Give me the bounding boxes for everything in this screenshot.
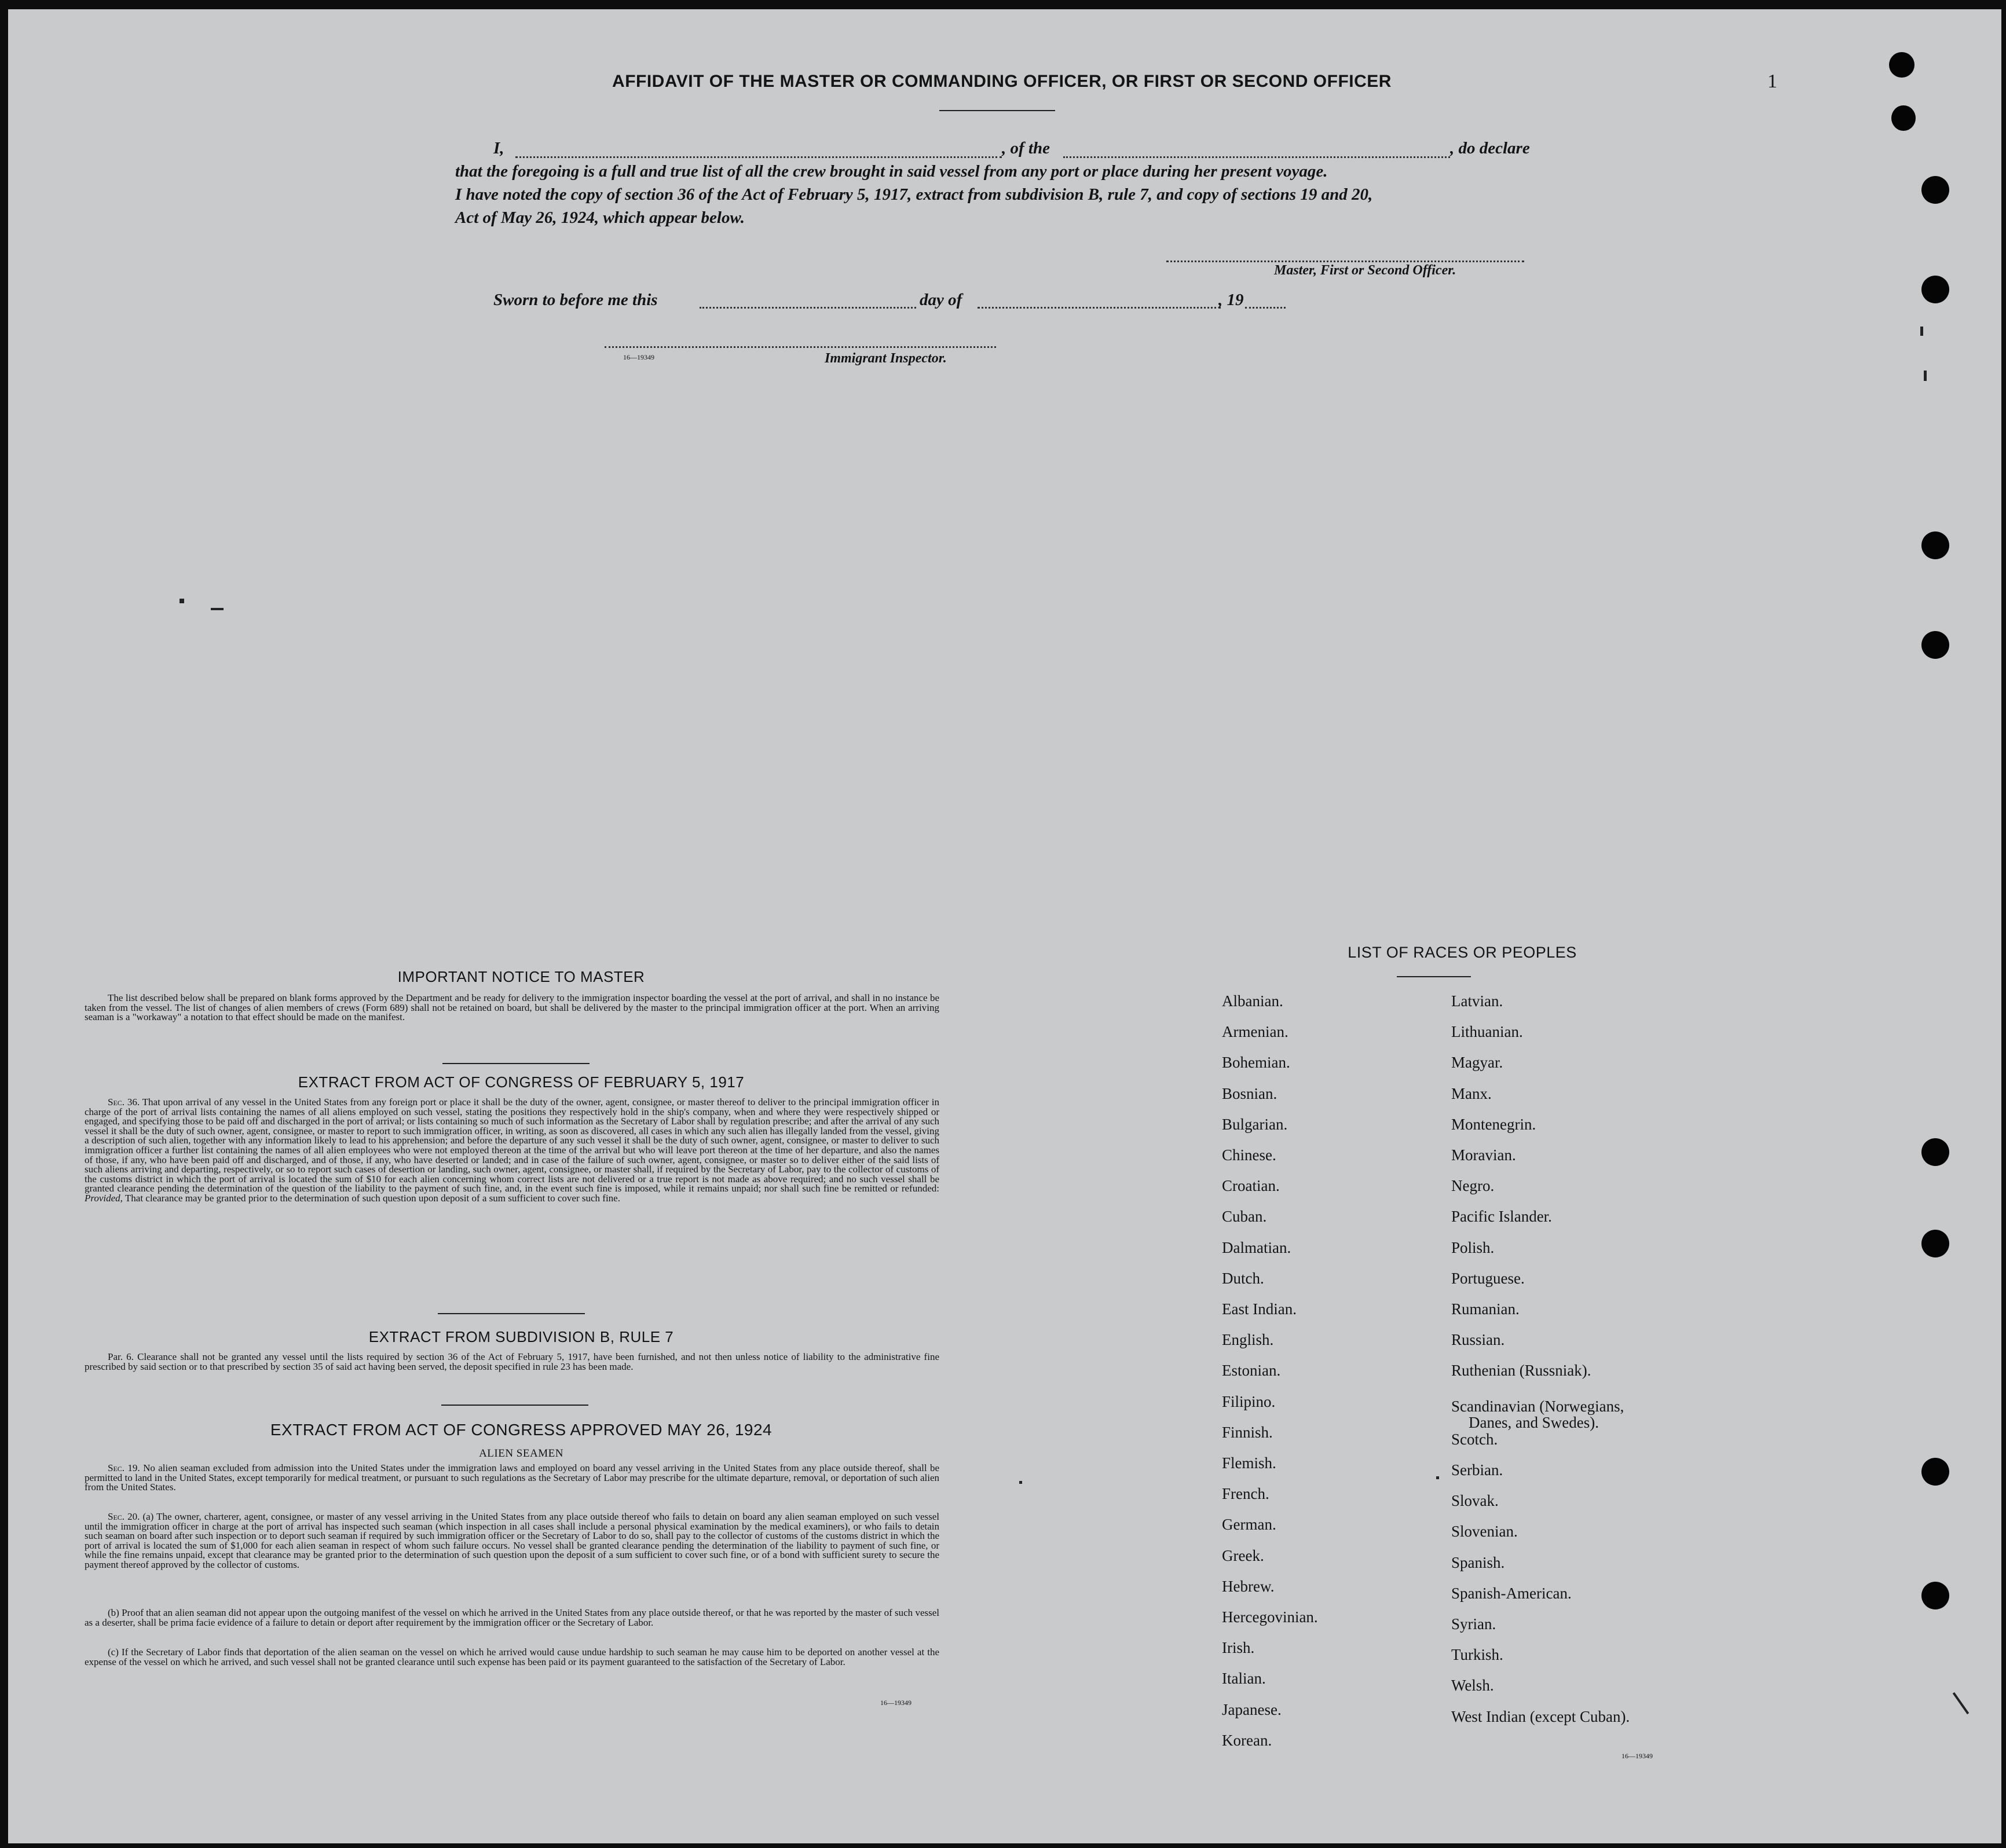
race-item: Flemish. [1222,1454,1276,1472]
declaration-declare: , do declare [1450,139,1530,157]
name-blank[interactable] [515,156,1002,158]
year-label: , 19 [1218,291,1244,309]
punch-hole [1921,1230,1949,1257]
race-item: Greek. [1222,1546,1264,1564]
section-36-body: That upon arrival of any vessel in the United States from any foreign port or place it shall be the duty of the owner, agent, consignee, or master thereof to deliver to the principal immigration officer in charge of the port of arrival lists containing the names of all aliens employed on such vessel, stating the positions they respectively hold in the ship's company, when and where they were respectively shipped or engaged, and specifying those to be paid off and discharged in the port of arrival; or lists containing so much of such information as the Secretary of Labor shall by regulation prescribe; and after the arrival of any such vessel it shall be the duty of such owner, agent, consignee, or master to report to such immigration officer, in writing, as soon as discovered, all cases in which any such alien has illegally landed from the vessel, giving a description of such alien, together with any information likely to lead to his apprehension; and before the departure of any such vessel it shall be the duty of such owner, agent, consignee, or master to deliver to such immigration officer a further list containing the names of all alien employees who were not employed thereon at the time of the arrival but who will leave port thereon at the time of her departure, and also the names of those, if any, who have been paid off and discharged, and of those, if any, who have deserted or landed; and in case of the failure of such owner, agent, consignee, or master so to deliver either of the said lists of such aliens arriving and departing, respectively, or so to report such cases of desertion or landing, such owner, agent, consignee, or master shall, if required by the Secretary of Labor, pay to the collector of customs of the customs district in which the port of arrival is located the sum of $10 for each alien concerning whom correct lists are not delivered or a true report is not made as above required; and no such vessel shall be granted clearance pending the determination of the question of the liability to the payment of such fine, and, in the event such fine is imposed, while it remains unpaid; nor shall such fine be remitted or refunded: [85,1097,939,1194]
race-item: Polish. [1451,1238,1495,1256]
corner-mark: 1 [1767,71,1777,92]
declaration-line-2: that the foregoing is a full and true list of all the crew brought in said vessel from any port or place during her present voyage. [455,162,1328,181]
race-item: Hebrew. [1222,1577,1275,1595]
race-item: Chinese. [1222,1146,1276,1164]
notice-title: IMPORTANT NOTICE TO MASTER [397,968,645,985]
race-item: Croatian. [1222,1177,1280,1195]
scan-border-right [2001,0,2006,1848]
section-19-body: No alien seaman excluded from admission into the United States under the immigration laws and employed on board any vessel arriving in the United States from any place outside thereof, shall be permitted to land in the United States, except temporarily for medical treatment, or pursuant to such regulations as the Secretary of Labor may prescribe for the ultimate departure, removal, or deportation of such alien from the United States. [85,1462,939,1493]
section-36-label: Sec. 36. [108,1097,140,1108]
race-item: Russian. [1451,1331,1505,1349]
punch-hole [1921,1458,1949,1486]
race-item: Bohemian. [1222,1054,1290,1072]
race-item: Manx. [1451,1084,1492,1102]
races-form-number: 16—19349 [1621,1752,1653,1760]
race-item: Irish. [1222,1639,1255,1657]
declaration-line-3: I have noted the copy of section 36 of the Act of February 5, 1917, extract from subdivision B, rule 7, and copy of sections 19 and 20, [455,185,1373,204]
race-item: Armenian. [1222,1023,1288,1041]
race-item: Moravian. [1451,1146,1516,1164]
scan-border-bottom [0,1843,2006,1848]
race-item: Cuban. [1222,1208,1267,1226]
extract-1917-text [85,1098,939,1204]
race-item: Spanish. [1451,1553,1505,1571]
scan-speck [1019,1481,1022,1484]
race-item: Finnish. [1222,1423,1273,1441]
notice-body: The list described below shall be prepared on blank forms approved by the Department and be ready for delivery to the immigration inspector boarding the vessel at the port of arrival, and shall in no instance be taken from the vessel. The list of changes of alien members of crews (Form 689) shall not be retained on board, but shall be delivered by the master to the principal immigration officer at the port. When an arriving seaman is a "workaway" a notation to that effect should be made on the manifest. [85,992,939,1023]
day-of-label: day of [920,291,962,309]
punch-hole [1921,276,1949,303]
race-item: Danes, and Swedes). [1469,1413,1599,1431]
proviso-label: Provided, [85,1192,123,1204]
race-item: Spanish-American. [1451,1584,1572,1602]
inspector-caption: Immigrant Inspector. [825,351,947,366]
declaration-line-4: Act of May 26, 1924, which appear below. [455,208,745,227]
affidavit-title: AFFIDAVIT OF THE MASTER OR COMMANDING OFFICER, OR FIRST OR SECOND OFFICER [612,72,1392,91]
race-item: Slovak. [1451,1492,1499,1510]
race-item: Slovenian. [1451,1523,1518,1541]
month-blank[interactable] [978,307,1221,309]
race-item: Portuguese. [1451,1269,1525,1287]
race-item: Bulgarian. [1222,1115,1288,1133]
rule7-body: Par. 6. Clearance shall not be granted any vessel until the lists required by section 36 of the Act of February 5, 1917, have been furnished, and not then unless notice of liability to the administrative fine prescribed by said section or to that prescribed by section 35 of said act having been served, the deposit specified in rule 23 has been made. [85,1351,939,1372]
race-item: Estonian. [1222,1362,1281,1380]
extract-1924-sec19 [85,1464,939,1493]
master-caption: Master, First or Second Officer. [1274,263,1456,278]
race-item: Turkish. [1451,1646,1503,1664]
extract-1924-sec20c [85,1648,939,1667]
extract-1924-sec20b [85,1608,939,1627]
extract-1924-sec20a [85,1512,939,1570]
scan-speck [180,599,184,603]
year-blank[interactable] [1245,307,1286,309]
race-item: Montenegrin. [1451,1115,1536,1133]
punch-hole [1921,631,1949,659]
inspector-signature-line[interactable] [605,346,996,348]
scan-speck [1920,327,1923,336]
punch-hole [1921,531,1949,559]
race-item: Magyar. [1451,1054,1503,1072]
race-item: Japanese. [1222,1700,1282,1718]
extract-1917-title: EXTRACT FROM ACT OF CONGRESS OF FEBRUARY 5, 1917 [298,1073,745,1091]
race-item: Filipino. [1222,1392,1276,1410]
punch-hole [1921,176,1949,204]
sworn-label: Sworn to before me this [493,291,658,309]
section-20c-body: (c) If the Secretary of Labor finds that deportation of the alien seaman on the vessel on which he arrived would cause undue hardship to such seaman he may cause him to be deported on another vessel at the expense of the vessel on which he arrived, and such vessel shall not be granted clearance until such expense has been paid or its payment guaranteed to the satisfaction of the Secretary of Labor. [85,1647,939,1667]
races-title: LIST OF RACES OR PEOPLES [1348,944,1577,961]
race-item: Welsh. [1451,1677,1494,1695]
race-item: Scandinavian (Norwegians, [1451,1397,1624,1415]
race-item: Scotch. [1451,1430,1498,1448]
race-item: Latvian. [1451,992,1503,1010]
race-item: Rumanian. [1451,1300,1520,1318]
alien-seamen-subtitle: ALIEN SEAMEN [479,1447,563,1460]
race-item: Dalmatian. [1222,1238,1291,1256]
race-item: Pacific Islander. [1451,1208,1552,1226]
race-item: Ruthenian (Russniak). [1451,1362,1591,1380]
scan-speck [1953,1692,1970,1714]
races-title-underline [1397,976,1471,977]
extract-rule7-text [85,1352,939,1372]
divider [441,1405,588,1406]
affidavit-form-number: 16—19349 [623,353,654,361]
extract-1924-title: EXTRACT FROM ACT OF CONGRESS APPROVED MAY 26, 1924 [270,1421,773,1439]
scan-border-top [0,0,2006,9]
section-20-label: Sec. 20. [108,1511,140,1522]
divider [438,1313,585,1314]
divider [442,1063,590,1064]
proviso-body: That clearance may be granted prior to the determination of such question upon deposit of a sum sufficient to cover such fine. [125,1192,620,1204]
race-item: German. [1222,1516,1276,1534]
race-item: East Indian. [1222,1300,1297,1318]
vessel-blank[interactable] [1063,156,1450,158]
extract-form-number: 16—19349 [880,1699,912,1707]
punch-hole [1889,52,1915,78]
punch-hole [1921,1582,1949,1609]
extract-rule7-title: EXTRACT FROM SUBDIVISION B, RULE 7 [368,1328,674,1345]
title-underline [939,110,1055,111]
race-item: West Indian (except Cuban). [1451,1707,1630,1725]
declaration-i: I, [493,139,504,157]
race-item: Bosnian. [1222,1084,1277,1102]
race-item: Korean. [1222,1731,1272,1749]
scan-border-left [0,0,8,1848]
race-item: Dutch. [1222,1269,1264,1287]
declaration-of-the: , of the [1002,139,1050,157]
race-item: Negro. [1451,1177,1495,1195]
race-item: Syrian. [1451,1615,1496,1633]
race-item: Lithuanian. [1451,1023,1523,1041]
master-signature-line[interactable] [1166,261,1524,262]
punch-hole [1891,105,1916,131]
section-19-label: Sec. 19. [108,1462,140,1473]
race-item: Italian. [1222,1670,1266,1688]
race-item: English. [1222,1331,1274,1349]
race-item: French. [1222,1485,1269,1503]
notice-text [85,993,939,1022]
scan-speck [1436,1476,1439,1479]
section-20a-body: (a) The owner, charterer, agent, consignee, or master of any vessel arriving in the United States from any place outside thereof who fails to detain on board any alien seaman employed on such vessel until the immigration officer in charge at the port of arrival has inspected such seaman (which inspection in all cases shall include a personal physical examination by the medical examiners), or who fails to detain such seaman on board after such inspection or to deport such seaman if required by such immigration officer or the Secretary of Labor to do so, shall pay to the collector of customs of the customs district in which the port of arrival is located the sum of $1,000 for each alien seaman in respect of whom such failure occurs. No vessel shall be granted clearance pending the determination of the liability to payment of such fine, or while the fine remains unpaid, except that clearance may be granted prior to the determination of such question upon the deposit of a sum sufficient to cover such fine, or of a bond with sufficient surety to secure the payment thereof approved by the collector of customs. [85,1511,939,1570]
race-item: Albanian. [1222,992,1283,1010]
punch-hole [1921,1138,1949,1166]
scan-speck [1924,371,1927,381]
sworn-day-blank[interactable] [700,307,916,309]
scan-speck [211,608,224,610]
section-20b-body: (b) Proof that an alien seaman did not appear upon the outgoing manifest of the vessel on which he arrived in the United States from any place outside thereof, or that he was reported by the master of such vessel as a deserter, shall be prima facie evidence of a failure to detain or deport after requirement by the immigration officer or the Secretary of Labor. [85,1607,939,1628]
race-item: Hercegovinian. [1222,1608,1318,1626]
race-item: Serbian. [1451,1461,1503,1479]
